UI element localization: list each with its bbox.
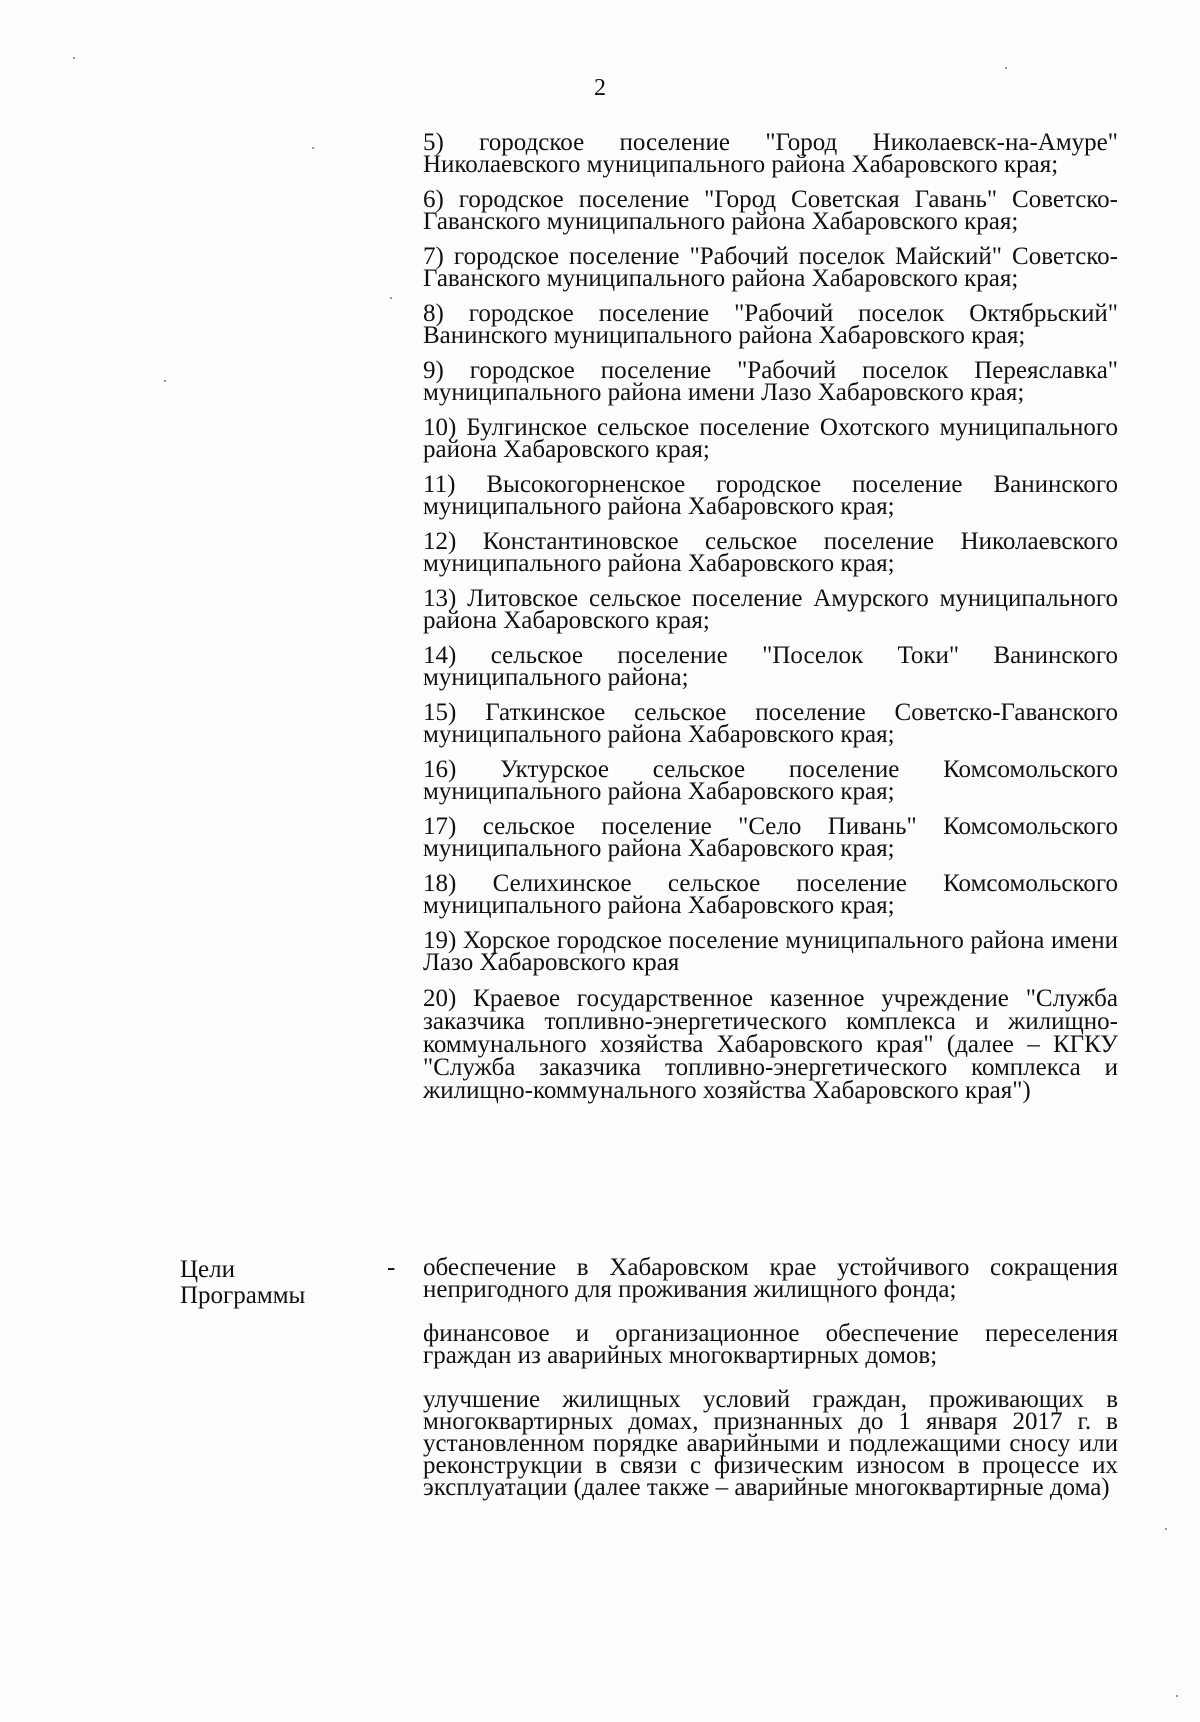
list-item: 10) Булгинское сельское поселение Охотского муниципального района Хабаровского края; — [423, 414, 1118, 463]
goals-label — [180, 1257, 350, 1309]
scan-speck — [73, 57, 75, 59]
list-item: 5) городское поселение "Город Николаевск-на-Амуре" Николаевского муниципального района Хабаровского края; — [423, 129, 1118, 178]
scan-speck — [1165, 1528, 1167, 1530]
list-item: 14) сельское поселение "Поселок Токи" Ванинского муниципального района; — [423, 642, 1118, 691]
list-item: 11) Высокогорненское городское поселение Ванинского муниципального района Хабаровского края; — [423, 471, 1118, 520]
scan-speck — [390, 297, 392, 299]
list-item: 18) Селихинское сельское поселение Комсомольского муниципального района Хабаровского края; — [423, 870, 1118, 919]
list-item: 13) Литовское сельское поселение Амурского муниципального района Хабаровского края; — [423, 585, 1118, 634]
scan-speck — [1176, 1695, 1178, 1697]
list-item: 7) городское поселение "Рабочий поселок Майский" Советско-Гаванского муниципального района Хабаровского края; — [423, 243, 1118, 292]
goal-item: улучшение жилищных условий граждан, проживающих в многоквартирных домах, признанных до 1 января 2017 г. в установленном порядке аварийными и подлежащими сносу или реконструкции в связи с физическим износом в процессе их эксплуатации (далее также – аварийные многоквартирные дома) — [423, 1386, 1118, 1501]
list-item: 20) Краевое государственное казенное учреждение "Служба заказчика топливно-энергетического комплекса и жилищно-коммунального хозяйства Хабаровского края" (далее – КГКУ "Служба заказчика топливно-энергетического комплекса и жилищно-коммунального хозяйства Хабаровского края") — [423, 985, 1118, 1104]
scan-speck — [1005, 67, 1007, 69]
goals-label-line: Цели — [180, 1256, 236, 1283]
list-item: 15) Гаткинское сельское поселение Советско-Гаванского муниципального района Хабаровского края; — [423, 699, 1118, 748]
list-item: 8) городское поселение "Рабочий поселок Октябрьский" Ванинского муниципального района Хабаровского края; — [423, 300, 1118, 349]
scan-speck — [164, 380, 166, 382]
list-item: 12) Константиновское сельское поселение Николаевского муниципального района Хабаровского края; — [423, 528, 1118, 577]
goals-label-line: Программы — [180, 1282, 306, 1309]
list-item: 16) Уктурское сельское поселение Комсомольского муниципального района Хабаровского края; — [423, 756, 1118, 805]
scan-speck — [312, 147, 314, 149]
list-item: 9) городское поселение "Рабочий поселок Переяславка" муниципального района имени Лазо Хабаровского края; — [423, 357, 1118, 406]
list-item: 6) городское поселение "Город Советская Гавань" Советско-Гаванского муниципального района Хабаровского края; — [423, 186, 1118, 235]
list-item: 19) Хорское городское поселение муниципального района имени Лазо Хабаровского края — [423, 927, 1118, 976]
goal-item: финансовое и организационное обеспечение переселения граждан из аварийных многоквартирных домов; — [423, 1320, 1118, 1369]
page-number: 2 — [594, 75, 606, 101]
goal-item: обеспечение в Хабаровском крае устойчивого сокращения непригодного для проживания жилищного фонда; — [423, 1254, 1118, 1303]
goals-list — [423, 1254, 1118, 1521]
goals-dash: - — [387, 1254, 396, 1281]
list-item: 17) сельское поселение "Село Пивань" Комсомольского муниципального района Хабаровского края; — [423, 813, 1118, 862]
participants-list — [423, 129, 1118, 1115]
